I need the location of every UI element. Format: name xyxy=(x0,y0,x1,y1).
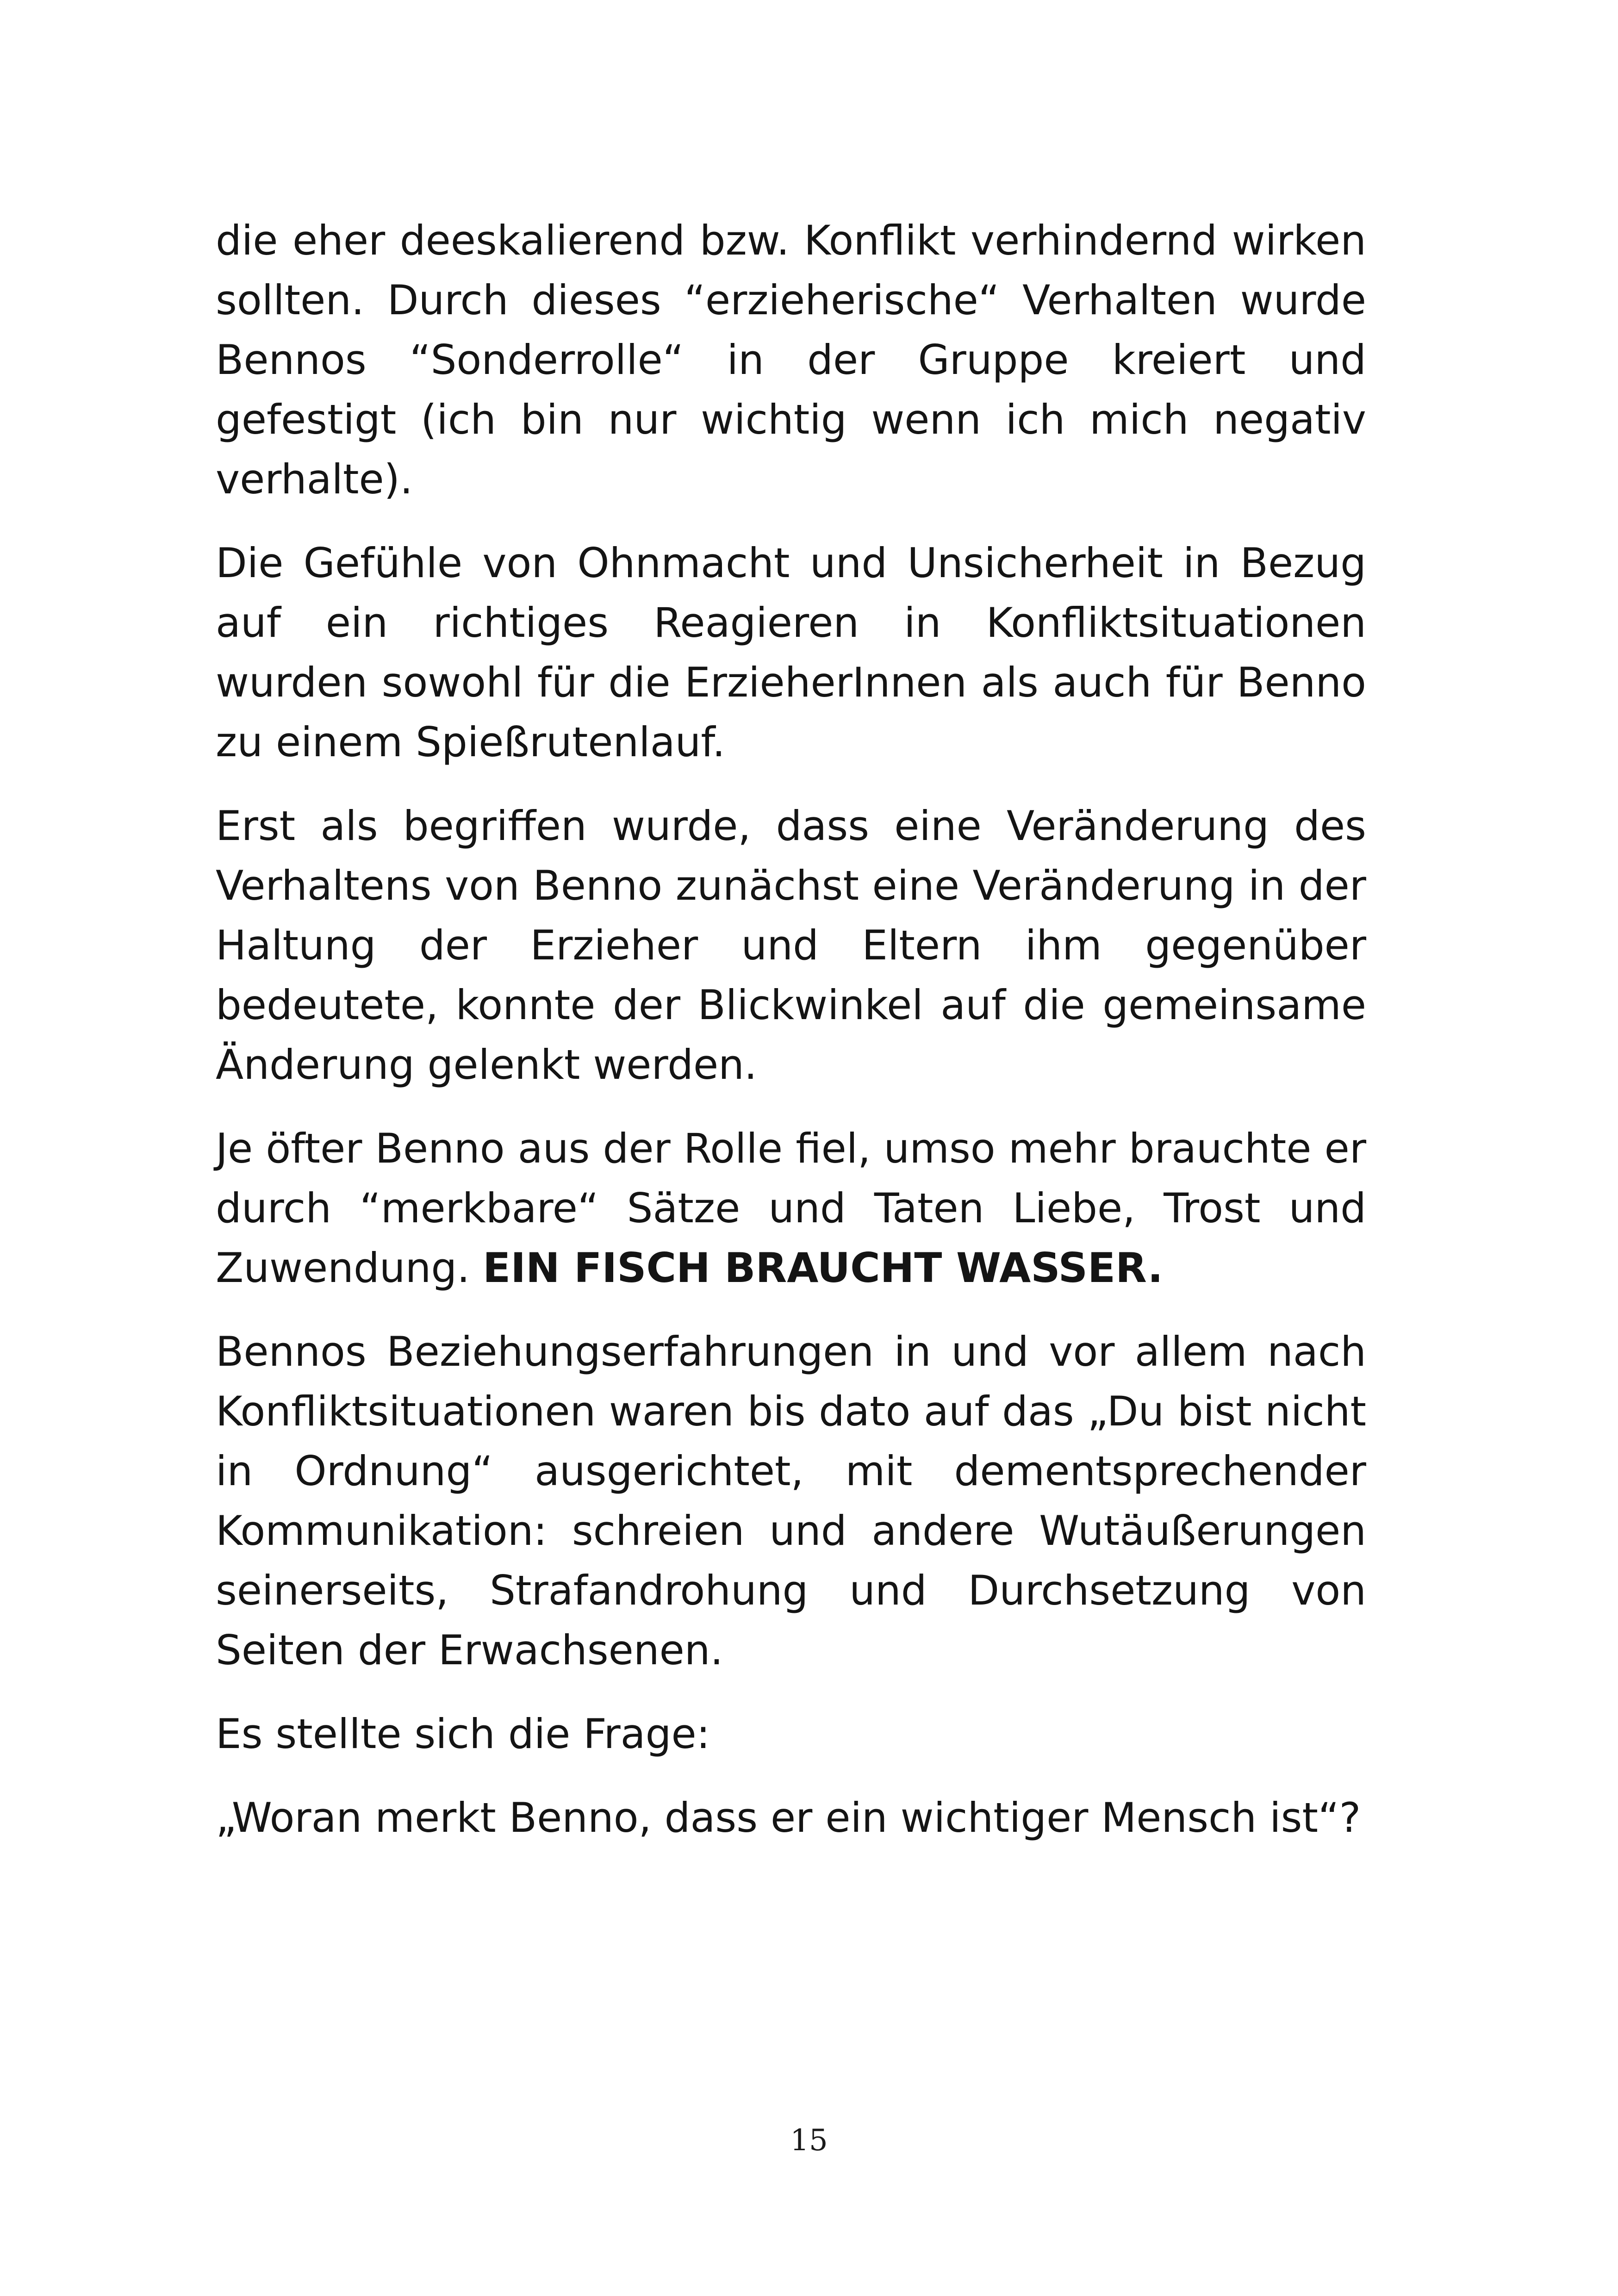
paragraph xyxy=(216,1119,1366,1298)
paragraph: Die Gefühle von Ohnmacht und Unsicherheit in Bezug auf ein richtiges Reagieren in Konfliktsituationen wurden sowohl für die ErzieherInnen als auch für Benno zu einem Spießrutenlauf. xyxy=(216,539,1366,766)
paragraph: Erst als begriffen wurde, dass eine Veränderung des Verhaltens von Benno zunächst eine Veränderung in der Haltung der Erzieher und Eltern ihm gegenüber bedeutete, konnte der Blickwinkel auf die gemeinsame Änderung gelenkt werden. xyxy=(216,802,1366,1089)
paragraph: Es stellte sich die Frage: xyxy=(216,1710,710,1758)
paragraph-text: Je öfter Benno aus der Rolle fiel, umso mehr brauchte er durch “merkbare“ Sätze und Taten Liebe, Trost und Zuwendung. xyxy=(216,1125,1366,1292)
paragraph: Bennos Beziehungserfahrungen in und vor allem nach Konfliktsituationen waren bis dato auf das „Du bist nicht in Ordnung“ ausgerichtet, mit dementsprechender Kommunikation: schreien und andere Wutäußerungen seinerseits, Strafandrohung und Durchsetzung von Seiten der Erwachsenen. xyxy=(216,1328,1366,1674)
page-number: 15 xyxy=(790,2123,828,2158)
bold-emphasis: EIN FISCH BRAUCHT WASSER. xyxy=(483,1244,1163,1292)
paragraph: die eher deeskalierend bzw. Konflikt verhindernd wirken sollten. Durch dieses “erzieherische“ Verhalten wurde Bennos “Sonderrolle“ in der Gruppe kreiert und gefestigt (ich bin nur wichtig wenn ich mich negativ verhalte). xyxy=(216,217,1366,503)
paragraph: „Woran merkt Benno, dass er ein wichtiger Mensch ist“? xyxy=(216,1794,1361,1842)
body-text xyxy=(216,211,1366,1848)
